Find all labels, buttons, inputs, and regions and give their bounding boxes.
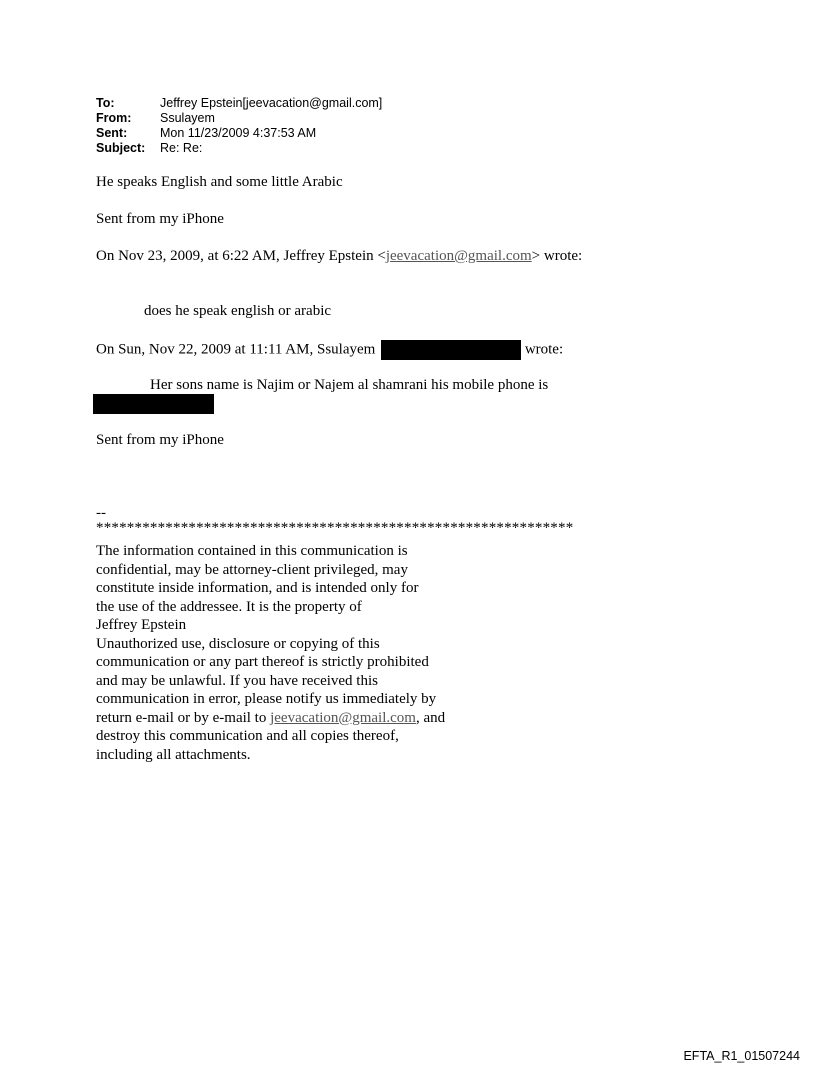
sons-line: Her sons name is Najim or Najem al shamrani his mobile phone is: [150, 377, 549, 393]
subject-value: Re: Re:: [160, 141, 203, 155]
from-row: [96, 111, 382, 126]
disclaimer-line: confidential, may be attorney-client privileged, may: [96, 561, 408, 578]
quote1-suffix: > wrote:: [531, 248, 583, 264]
disclaimer-line: the use of the addressee. It is the property of: [96, 598, 362, 615]
quote2-suffix: wrote:: [524, 341, 564, 358]
quote-header-1: [96, 248, 582, 265]
return-suffix: , and: [415, 709, 446, 726]
from-value: Ssulayem: [160, 111, 215, 125]
quote1-email-link[interactable]: jeevacation@gmail.com: [385, 248, 532, 264]
sent-row: [96, 126, 382, 141]
question-line: does he speak english or arabic: [144, 303, 332, 319]
confidentiality-disclaimer: [96, 542, 516, 764]
return-prefix: return e-mail or by e-mail to: [96, 709, 271, 726]
disclaimer-line: constitute inside information, and is intended only for: [96, 580, 419, 596]
disclaimer-line: including all attachments.: [96, 746, 251, 763]
to-value: Jeffrey Epstein[jeevacation@gmail.com]: [160, 96, 383, 110]
subject-row: [96, 141, 382, 156]
sent-label: Sent:: [96, 126, 128, 140]
quote1-prefix: On Nov 23, 2009, at 6:22 AM, Jeffrey Epstein <: [96, 248, 386, 264]
sent-value: Mon 11/23/2009 4:37:53 AM: [160, 126, 317, 140]
reply-line: He speaks English and some little Arabic: [96, 174, 343, 190]
quote-header-2: [96, 340, 563, 360]
return-email-link[interactable]: jeevacation@gmail.com: [270, 709, 416, 726]
signature-dashes: --: [96, 505, 106, 521]
disclaimer-line: destroy this communication and all copies thereof,: [96, 728, 399, 744]
redaction-block: [381, 340, 521, 360]
disclaimer-line: communication in error, please notify us immediately by: [96, 691, 437, 707]
email-header: [96, 96, 382, 156]
disclaimer-line: The information contained in this communication is: [96, 543, 408, 559]
redaction-block-phone: [93, 394, 214, 414]
quote2-prefix: On Sun, Nov 22, 2009 at 11:11 AM, Ssulayem: [96, 341, 376, 358]
to-row: [96, 96, 382, 111]
from-label: From:: [96, 111, 132, 125]
sent-from-iphone-2: Sent from my iPhone: [96, 432, 224, 448]
to-label: To:: [96, 96, 115, 110]
disclaimer-return-line: [96, 709, 516, 728]
sent-from-iphone-1: Sent from my iPhone: [96, 211, 224, 227]
disclaimer-line: communication or any part thereof is strictly prohibited: [96, 654, 429, 670]
disclaimer-line: Jeffrey Epstein: [96, 617, 187, 633]
subject-label: Subject:: [96, 141, 146, 155]
disclaimer-line: and may be unlawful. If you have received this: [96, 672, 378, 689]
document-id: EFTA_R1_01507244: [683, 1049, 800, 1063]
signature-stars: **************************************************************: [96, 520, 574, 536]
disclaimer-line: Unauthorized use, disclosure or copying of this: [96, 635, 380, 652]
